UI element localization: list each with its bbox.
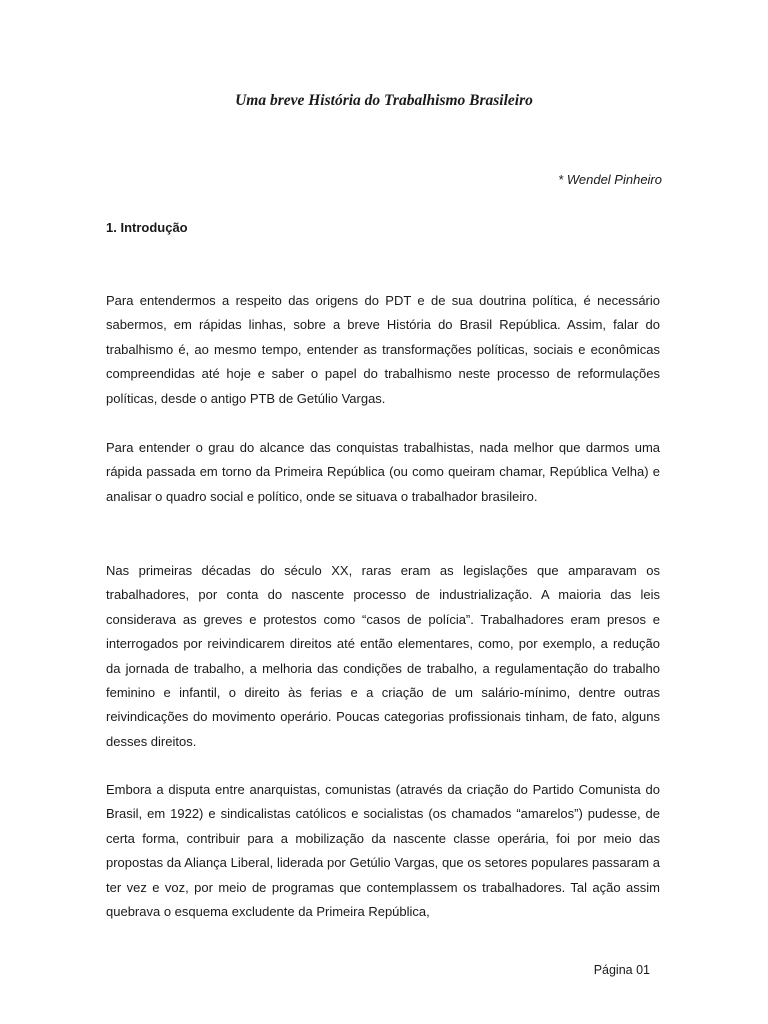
paragraph-2: Para entender o grau do alcance das conquistas trabalhistas, nada melhor que darmos uma rápida passada em torno da Primeira República (ou como queiram chamar, República Velha) e analisar o quadro social e político, onde se situava o trabalhador brasileiro. — [106, 440, 660, 504]
page-number: Página 01 — [593, 963, 650, 977]
paragraph-3: Nas primeiras décadas do século XX, raras eram as legislações que amparavam os trabalhadores, por conta do nascente processo de industrialização. A maioria das leis considerava as greves e protestos como “casos de polícia”. Trabalhadores eram presos e interrogados por reivindicarem direitos até então elementares, como, por exemplo, a redução da jornada de trabalho, a melhoria das condições de trabalho, a regulamentação do trabalho feminino e infantil, o direito às ferias e a criação de um salário-mínimo, dentre outras reivindicações do movimento operário. Poucas categorias profissionais tinham, de fato, alguns desses direitos. — [106, 563, 660, 749]
paragraph-1: Para entendermos a respeito das origens do PDT e de sua doutrina política, é necessário sabermos, em rápidas linhas, sobre a breve História do Brasil República. Assim, falar do trabalhismo é, ao mesmo tempo, entender as transformações políticas, sociais e econômicas compreendidas até hoje e saber o papel do trabalhismo neste processo de reformulações políticas, desde o antigo PTB de Getúlio Vargas. — [106, 293, 660, 406]
document-title: Uma breve História do Trabalhismo Brasileiro — [235, 92, 533, 109]
paragraph-4: Embora a disputa entre anarquistas, comunistas (através da criação do Partido Comunista do Brasil, em 1922) e sindicalistas católicos e socialistas (os chamados “amarelos”) pudesse, de certa forma, contribuir para a mobilização da nascente classe operária, foi por meio das propostas da Aliança Liberal, liderada por Getúlio Vargas, que os setores populares passaram a ter vez e voz, por meio de programas que contemplassem os trabalhadores. Tal ação assim quebrava o esquema excludente da Primeira República, — [106, 782, 660, 920]
section-heading: 1. Introdução — [106, 220, 188, 235]
author-name: * Wendel Pinheiro — [558, 172, 662, 187]
